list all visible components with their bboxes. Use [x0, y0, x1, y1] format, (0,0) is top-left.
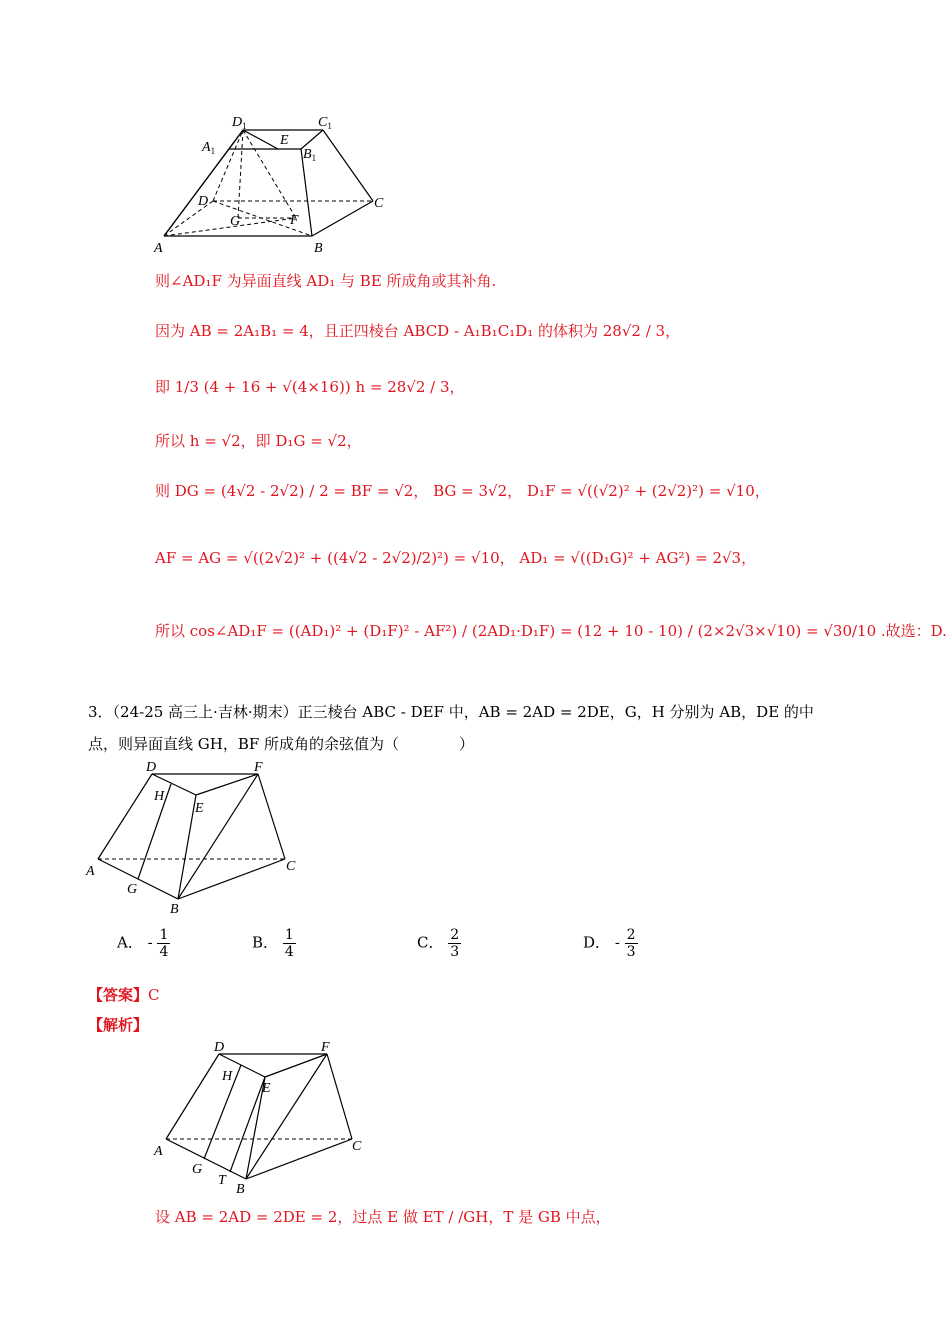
- fig3-label-F: F: [321, 1040, 330, 1055]
- fig1-label-C: C: [374, 196, 384, 211]
- question-3-line-2: 点，则异面直线 GH，BF 所成角的余弦值为（ ）: [88, 735, 475, 753]
- fig3-label-E: E: [262, 1081, 271, 1096]
- fig1-label-A1: $A_1$: [202, 140, 216, 156]
- option-a[interactable]: A． - $\frac{1}{4}$: [117, 927, 169, 960]
- fig3-label-B: B: [236, 1182, 245, 1197]
- triangular-frustum-figure-with-t: [152, 1037, 382, 1197]
- fig2-label-D: D: [146, 760, 157, 775]
- option-b[interactable]: B． $\frac{1}{4}$: [252, 927, 294, 960]
- solution-line-1: 则∠AD₁F 为异面直线 AD₁ 与 BE 所成角或其补角.: [155, 272, 497, 290]
- fig1-label-B: B: [314, 241, 323, 256]
- fig1-label-F: F: [290, 213, 299, 228]
- fig3-label-D: D: [214, 1040, 225, 1055]
- fig1-label-D: D: [198, 194, 209, 209]
- fig3-label-G: G: [192, 1162, 203, 1177]
- option-c[interactable]: C． $\frac{2}{3}$: [417, 927, 460, 960]
- solution-line-3: 即 1/3 (4 + 16 + √(4×16)) h = 28√2 / 3，: [155, 378, 465, 396]
- analysis-heading: 【解析】: [88, 1016, 149, 1034]
- fig1-label-C1: $C_1$: [318, 115, 332, 131]
- option-d[interactable]: D． - $\frac{2}{3}$: [583, 927, 636, 960]
- fig3-label-T: T: [218, 1173, 226, 1188]
- fig2-label-B: B: [170, 902, 179, 917]
- fig2-label-H: H: [154, 789, 165, 804]
- fig1-label-B1: $B_1$: [303, 147, 317, 163]
- fig3-label-A: A: [154, 1144, 163, 1159]
- solution-line-2: 因为 AB = 2A₁B₁ = 4，且正四棱台 ABCD - A₁B₁C₁D₁ 的体积为 28√2 / 3，: [155, 322, 681, 340]
- triangular-frustum-figure: [84, 757, 314, 917]
- fig2-label-C: C: [286, 859, 296, 874]
- fig3-label-H: H: [222, 1069, 233, 1084]
- fig1-label-D1: $D_1$: [232, 115, 247, 131]
- solution-line-7: 所以 cos∠AD₁F = ((AD₁)² + (D₁F)² - AF²) / (2AD₁·D₁F) = (12 + 10 - 10) / (2×2√3×√10) = √30/10 .故选：D.: [155, 622, 947, 640]
- fig3-label-C: C: [352, 1139, 362, 1154]
- fig1-label-A: A: [154, 241, 163, 256]
- fig1-label-G: G: [230, 214, 241, 229]
- fig2-label-G: G: [127, 882, 138, 897]
- fig2-label-A: A: [86, 864, 95, 879]
- answer-line: 【答案】C: [88, 986, 160, 1004]
- solution-line-6: AF = AG = √((2√2)² + ((4√2 - 2√2)/2)²) = √10， AD₁ = √((D₁G)² + AG²) = 2√3，: [155, 549, 757, 567]
- solution-bottom-line-1: 设 AB = 2AD = 2DE = 2，过点 E 做 ET / /GH，T 是 GB 中点，: [155, 1208, 611, 1226]
- frustum-figure: [150, 108, 400, 258]
- question-3-line-1: 3．（24-25 高三上·吉林·期末）正三棱台 ABC - DEF 中，AB = 2AD = 2DE，G，H 分别为 AB，DE 的中: [88, 703, 814, 721]
- fig1-label-E: E: [280, 133, 289, 148]
- solution-line-5: 则 DG = (4√2 - 2√2) / 2 = BF = √2， BG = 3√2， D₁F = √((√2)² + (2√2)²) = √10，: [155, 482, 770, 500]
- solution-line-4: 所以 h = √2，即 D₁G = √2，: [155, 432, 362, 450]
- fig2-label-E: E: [195, 801, 204, 816]
- fig2-label-F: F: [254, 760, 263, 775]
